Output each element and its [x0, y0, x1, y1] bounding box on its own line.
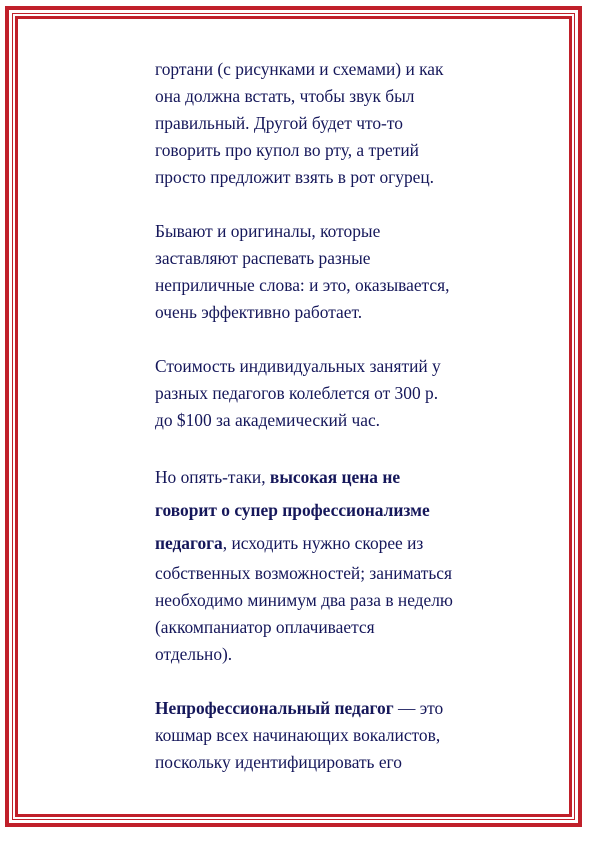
text-line — [155, 461, 525, 494]
text-segment: Но опять-таки, — [155, 467, 270, 487]
bold-segment: Непрофессиональный педагог — [155, 698, 394, 718]
text-line: заставляют распевать разные — [155, 248, 371, 268]
text-line — [155, 527, 525, 560]
text-line: до $100 за академический час. — [155, 410, 381, 430]
text-line: она должна встать, чтобы звук был — [155, 86, 415, 106]
text-line: собственных возможностей; заниматься — [155, 563, 453, 583]
paragraph-larynx — [155, 56, 525, 191]
text-line — [155, 695, 525, 722]
document-body — [155, 56, 525, 803]
text-line: гортани (с рисунками и схемами) и как — [155, 59, 444, 79]
bold-segment: высокая цена не — [269, 467, 401, 487]
text-line: поскольку идентифицировать его — [155, 752, 402, 772]
text-line: отдельно). — [155, 644, 233, 664]
text-line: кошмар всех начинающих вокалистов, — [155, 725, 441, 745]
text-line: разных педагогов колеблется от 300 р. — [155, 383, 439, 403]
text-line: необходимо минимум два раза в неделю — [155, 590, 453, 610]
bold-segment: педагога — [155, 533, 223, 553]
text-line: (аккомпаниатор оплачивается — [155, 617, 375, 637]
paragraph-high-price — [155, 461, 525, 668]
text-line: говорить про купол во рту, а третий — [155, 140, 419, 160]
bold-line: говорит о супер профессионализме — [155, 500, 430, 520]
text-line: Стоимость индивидуальных занятий у — [155, 356, 441, 376]
text-line: неприличные слова: и это, оказывается, — [155, 275, 450, 295]
text-line: Бывают и оригиналы, которые — [155, 221, 381, 241]
paragraph-originals — [155, 218, 525, 326]
text-segment: — это — [393, 698, 444, 718]
text-segment: , исходить нужно скорее из — [222, 533, 424, 553]
text-line: правильный. Другой будет что-то — [155, 113, 403, 133]
text-line: просто предложит взять в рот огурец. — [155, 167, 435, 187]
paragraph-nonprofessional — [155, 695, 525, 776]
text-line: очень эффективно работает. — [155, 302, 363, 322]
paragraph-cost — [155, 353, 525, 434]
